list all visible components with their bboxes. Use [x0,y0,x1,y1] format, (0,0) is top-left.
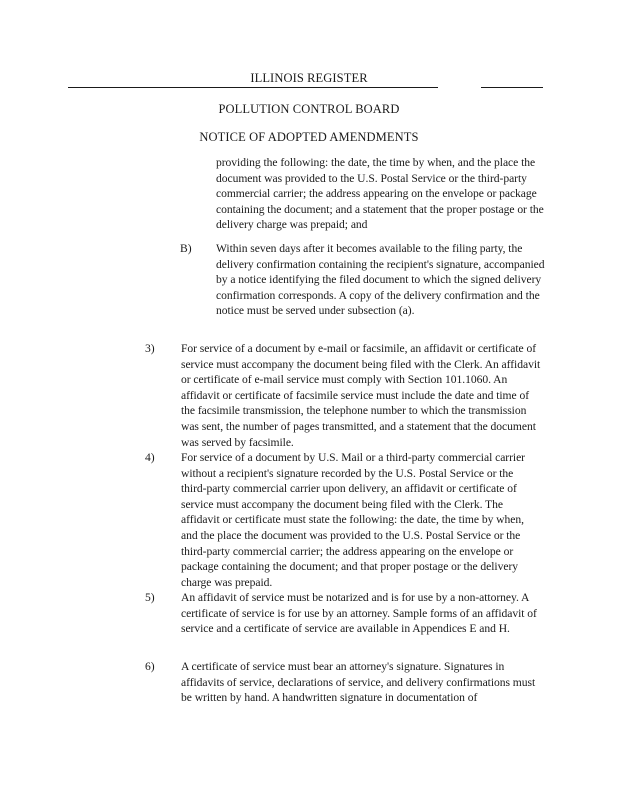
continuation-paragraph: providing the following: the date, the time by when, and the place the document was provided to the U.S. Postal Service or the third-party commercial carrier; the address appearing on the envelope or package containing the document; and a statement that the proper postage or the delivery charge was prepaid; and [216,156,544,232]
item-b-label: B) [180,242,192,255]
item-3-label: 3) [145,342,155,355]
item-6-text: A certificate of service must bear an attorney's signature. Signatures in affidavits of service, declarations of service, and delivery confirmations must be written by hand. A handwritten signature in documentation of [181,660,536,705]
notice-title: NOTICE OF ADOPTED AMENDMENTS [199,130,419,144]
item-4-text: For service of a document by U.S. Mail or a third-party commercial carrier without a recipient's signature recorded by the U.S. Postal Service or the third-party commercial carrier upon delivery, an affidavit or certificate of service must accompany the document being filed with the Clerk. The affidavit or certificate must state the following: the date, the time by when, and the place the document was provided to the U.S. Postal Service or the third-party commercial carrier; the address appearing on the envelope or package containing the document; and that proper postage or the delivery charge was prepaid. [181,451,525,589]
agency-title: POLLUTION CONTROL BOARD [218,102,400,116]
item-4-label: 4) [145,451,155,464]
item-5-text: An affidavit of service must be notarized and is for use by a non-attorney. A certificate of service is for use by an attorney. Sample forms of an affidavit of service and a certificate of service are available in Appendices E and H. [181,591,537,636]
header-rule-left [68,87,438,88]
header-rule-right [481,87,543,88]
item-3-text: For service of a document by e-mail or facsimile, an affidavit or certificate of service must accompany the document being filed with the Clerk. An affidavit or certificate of e-mail service must comply with Section 101.1060. An affidavit or certificate of facsimile service must include the date and time of the facsimile transmission, the telephone number to which the transmission was sent, the number of pages transmitted, and a statement that the document was served by facsimile. [181,342,541,449]
item-5-label: 5) [145,591,155,604]
item-6-label: 6) [145,660,155,673]
register-title: ILLINOIS REGISTER [250,71,368,85]
item-b-text: Within seven days after it becomes available to the filing party, the delivery confirmation containing the recipient's signature, accompanied by a notice identifying the filed document to which the signed delivery confirmation corresponds. A copy of the delivery confirmation and the notice must be served under subsection (a). [216,242,545,318]
